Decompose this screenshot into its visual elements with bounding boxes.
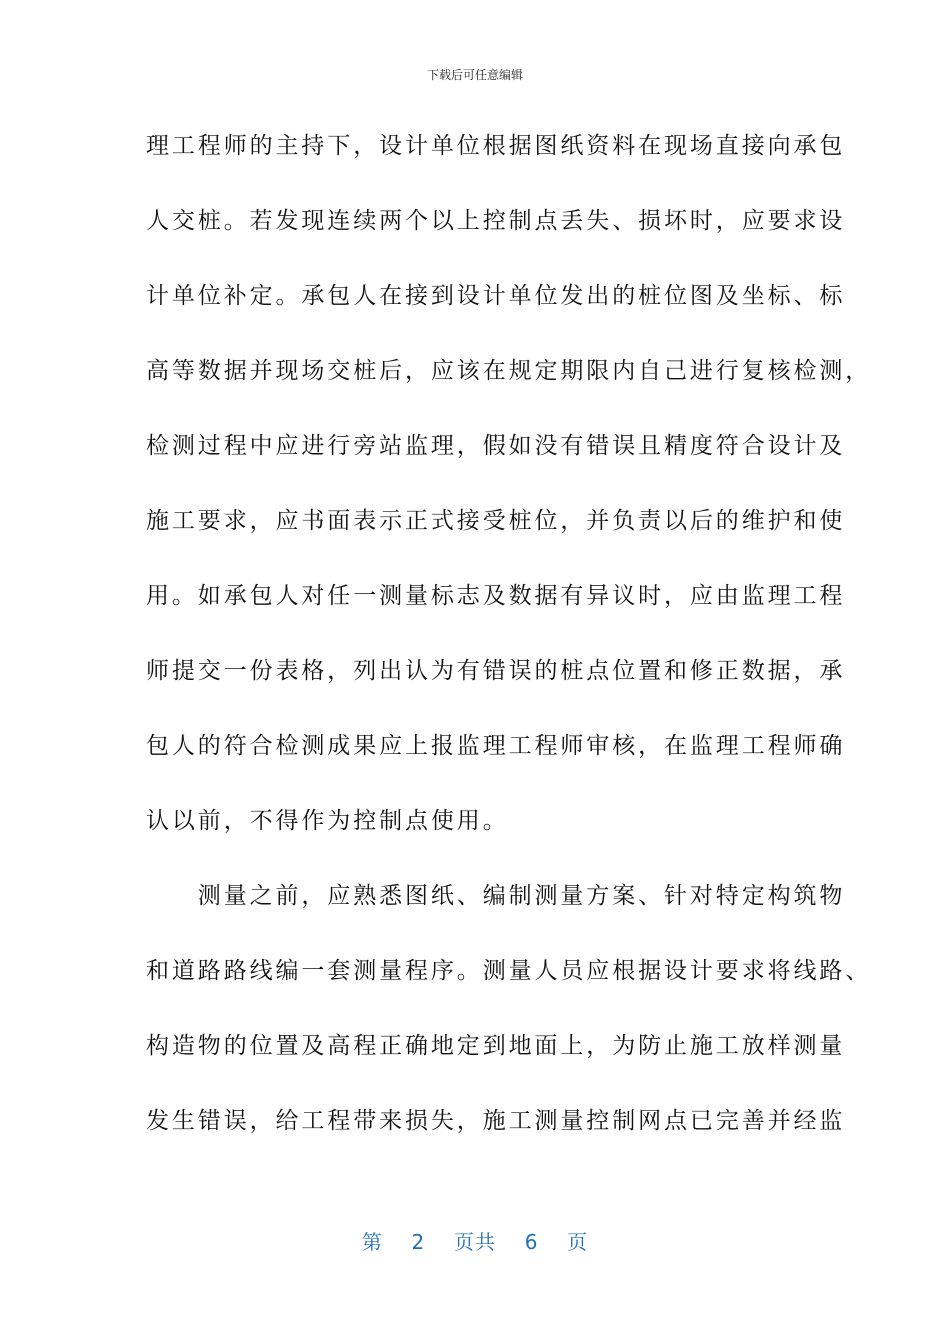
footer-middle: 页共: [454, 1230, 496, 1254]
body-line-7: 用。如承包人对任一测量标志及数据有异议时，应由监理工程: [146, 583, 846, 609]
body-line-3: 计单位补定。承包人在接到设计单位发出的桩位图及坐标、标: [146, 283, 846, 309]
footer-page-number: 2: [411, 1230, 426, 1254]
body-line-2: 人交桩。若发现连续两个以上控制点丢失、损坏时，应要求设: [146, 208, 846, 234]
body-line-13: 构造物的位置及高程正确地定到地面上，为防止施工放样测量: [146, 1033, 846, 1059]
page-header-note: 下载后可任意编辑: [426, 68, 523, 82]
body-line-8: 师提交一份表格，列出认为有错误的桩点位置和修正数据，承: [146, 658, 846, 684]
body-line-11: 测量之前，应熟悉图纸、编制测量方案、针对特定构筑物: [146, 883, 846, 909]
footer-suffix: 页: [567, 1230, 589, 1254]
footer-total-pages: 6: [524, 1230, 539, 1254]
footer-prefix: 第: [361, 1230, 383, 1254]
body-line-12: 和道路路线编一套测量程序。测量人员应根据设计要求将线路、: [146, 958, 872, 984]
body-line-9: 包人的符合检测成果应上报监理工程师审核，在监理工程师确: [146, 733, 846, 759]
document-body: [146, 120, 872, 1170]
body-line-1: 理工程师的主持下，设计单位根据图纸资料在现场直接向承包: [146, 133, 846, 159]
body-line-6: 施工要求，应书面表示正式接受桩位，并负责以后的维护和使: [146, 508, 846, 534]
body-line-5: 检测过程中应进行旁站监理，假如没有错误且精度符合设计及: [146, 433, 846, 459]
body-line-10: 认以前，不得作为控制点使用。: [146, 808, 509, 834]
body-line-14: 发生错误，给工程带来损失，施工测量控制网点已完善并经监: [146, 1108, 846, 1134]
page-footer: [0, 1226, 950, 1255]
body-line-4: 高等数据并现场交桩后，应该在规定期限内自己进行复核检测，: [146, 358, 872, 384]
